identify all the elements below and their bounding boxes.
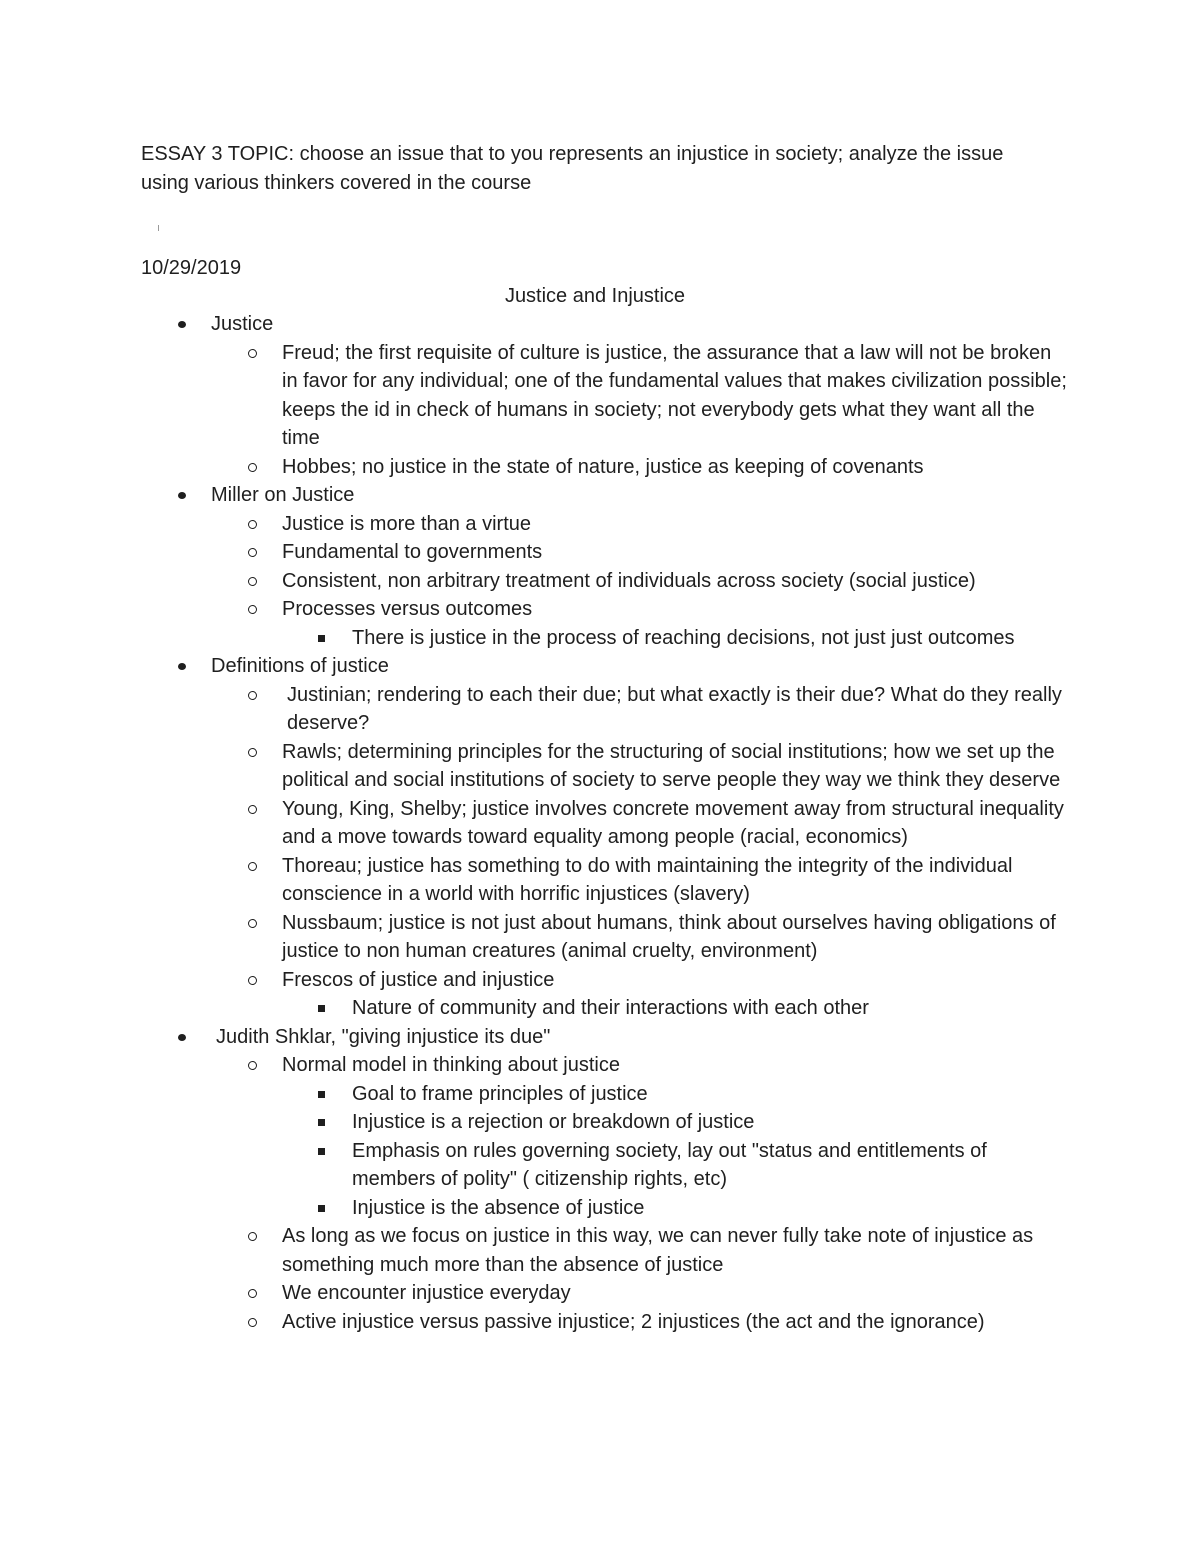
sub-item	[0, 681, 1072, 738]
sub-item-text: Frescos of justice and injustice	[282, 968, 555, 991]
sub-sub-item	[0, 1080, 1062, 1109]
sub-item-text: Freud; the first requisite of culture is justice, the assurance that a law will not be broken in favor for any individual; one of the fundamental values that makes civilization possible; keeps the id in check of humans in society; not everybody gets what they want all the time	[282, 341, 1067, 449]
sub-item-text: Justice is more than a virtue	[282, 512, 531, 535]
sub-sub-item-text: There is justice in the process of reaching decisions, not just just outcomes	[352, 626, 1015, 649]
bullet-square-icon	[318, 635, 325, 642]
bullet-circle-icon	[248, 862, 257, 871]
sub-item	[0, 339, 1072, 453]
bullet-circle-icon	[248, 605, 257, 614]
sub-item-text: Nussbaum; justice is not just about humans, think about ourselves having obligations of justice to non human creatures (animal cruelty, environment)	[282, 911, 1056, 962]
sub-item-text: Young, King, Shelby; justice involves concrete movement away from structural inequality and a move towards toward equality among people (racial, economics)	[282, 797, 1064, 848]
bullet-disc-icon	[178, 1034, 186, 1041]
outline-item-label: Miller on Justice	[211, 484, 355, 506]
sub-item	[0, 738, 1072, 795]
sub-sub-item-text: Injustice is the absence of justice	[352, 1196, 645, 1219]
bullet-square-icon	[318, 1148, 325, 1155]
bullet-square-icon	[318, 1091, 325, 1098]
sub-item	[0, 567, 1072, 596]
sub-item-text: Fundamental to governments	[282, 541, 543, 563]
sub-item	[0, 453, 1072, 482]
sub-sub-item	[0, 1194, 1062, 1223]
sub-item	[0, 1279, 1072, 1308]
outline-item-definitions	[0, 652, 1200, 681]
sub-sub-item	[0, 1137, 1062, 1194]
sub-item-text: Thoreau; justice has something to do with maintaining the integrity of the individual conscience in a world with horrific injustices (slavery)	[282, 854, 1013, 905]
outline-list	[0, 310, 1200, 1336]
bullet-circle-icon	[248, 463, 257, 472]
bullet-disc-icon	[178, 663, 186, 670]
bullet-disc-icon	[178, 321, 186, 328]
outline-item-shklar	[0, 1023, 1200, 1052]
bullet-circle-icon	[248, 748, 257, 757]
bullet-circle-icon	[248, 691, 257, 700]
sub-sub-item-text: Goal to frame principles of justice	[352, 1082, 648, 1105]
sub-item-text: Normal model in thinking about justice	[282, 1054, 620, 1076]
bullet-circle-icon	[248, 1232, 257, 1241]
bullet-circle-icon	[248, 520, 257, 529]
sub-item	[0, 1051, 1072, 1080]
outline-item-miller	[0, 481, 1200, 510]
outline-item-justice	[0, 310, 1200, 339]
sub-item	[0, 966, 1072, 995]
bullet-square-icon	[318, 1119, 325, 1126]
sub-item-text: Active injustice versus passive injustice; 2 injustices (the act and the ignorance)	[282, 1310, 985, 1333]
bullet-square-icon	[318, 1205, 325, 1212]
bullet-circle-icon	[248, 548, 257, 557]
sub-item-text: Consistent, non arbitrary treatment of individuals across society (social justice)	[282, 569, 976, 592]
bullet-circle-icon	[248, 349, 257, 358]
page-title: Justice and Injustice	[504, 285, 686, 307]
sub-sub-item-text: Injustice is a rejection or breakdown of justice	[352, 1111, 755, 1133]
bullet-circle-icon	[248, 919, 257, 928]
sub-item-text: As long as we focus on justice in this way, we can never fully take note of injustice as something much more than the absence of justice	[282, 1225, 1034, 1276]
bullet-square-icon	[318, 1005, 325, 1012]
sub-item	[0, 909, 1072, 966]
sub-item	[0, 538, 1072, 567]
sub-item-text: Justinian; rendering to each their due; but what exactly is their due? What do they really deserve?	[287, 683, 1062, 734]
bullet-circle-icon	[248, 976, 257, 985]
bullet-circle-icon	[248, 1318, 257, 1327]
bullet-disc-icon	[178, 492, 186, 499]
sub-item-text: Rawls; determining principles for the structuring of social institutions; how we set up the political and social institutions of society to serve people they way we think they deserve	[282, 740, 1061, 791]
sub-sub-item-text: Nature of community and their interactions with each other	[352, 997, 869, 1019]
note-date: 10/29/2019	[141, 257, 242, 279]
bullet-circle-icon	[248, 1061, 257, 1070]
sub-item	[0, 1308, 1072, 1337]
sub-sub-item	[0, 1108, 1062, 1137]
bullet-circle-icon	[248, 805, 257, 814]
sub-item-text: We encounter injustice everyday	[282, 1282, 571, 1304]
sub-sub-item	[0, 994, 1062, 1023]
sub-item	[0, 595, 1072, 624]
outline-item-label: Justice	[211, 313, 274, 335]
bullet-circle-icon	[248, 1289, 257, 1298]
stray-mark	[158, 225, 159, 231]
sub-item	[0, 510, 1072, 539]
outline-item-label: Definitions of justice	[211, 655, 389, 677]
sub-sub-item	[0, 624, 1062, 653]
sub-item-text: Processes versus outcomes	[282, 598, 533, 620]
sub-item-text: Hobbes; no justice in the state of nature, justice as keeping of covenants	[282, 455, 924, 478]
sub-item	[0, 1222, 1072, 1279]
sub-sub-item-text: Emphasis on rules governing society, lay out "status and entitlements of members of polity" ( citizenship rights, etc)	[352, 1139, 987, 1190]
sub-item	[0, 795, 1072, 852]
bullet-circle-icon	[248, 577, 257, 586]
sub-item	[0, 852, 1072, 909]
essay-topic: ESSAY 3 TOPIC: choose an issue that to you represents an injustice in society; analyze the issue using various thinkers covered in the course	[141, 143, 1004, 194]
outline-item-label: Judith Shklar, "giving injustice its due"	[216, 1025, 551, 1048]
